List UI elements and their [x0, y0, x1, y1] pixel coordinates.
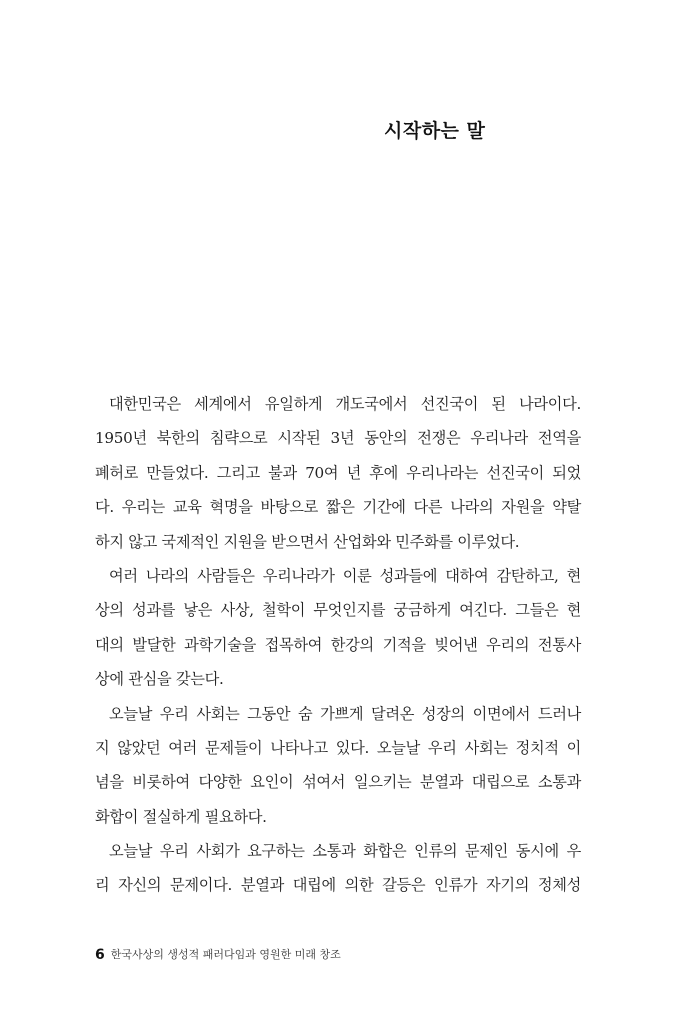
text-line: 폐허로 만들었다. 그리고 불과 70여 년 후에 우리나라는 선진국이 되었 [95, 463, 581, 482]
text-line: 오늘날 우리 사회가 요구하는 소통과 화합은 인류의 문제인 동시에 우 [109, 842, 581, 861]
text-line: 다. 우리는 교육 혁명을 바탕으로 짧은 기간에 다른 나라의 자원을 약탈 [95, 498, 581, 517]
text-line: 화합이 절실하게 필요하다. [95, 807, 267, 826]
text-line: 상에 관심을 갖는다. [95, 670, 224, 689]
text-line: 여러 나라의 사람들은 우리나라가 이룬 성과들에 대하여 감탄하고, 현 [109, 566, 581, 585]
text-line: 대한민국은 세계에서 유일하게 개도국에서 선진국이 된 나라이다. [109, 395, 581, 413]
text-line: 리 자신의 문제이다. 분열과 대립에 의한 갈등은 인류가 자기의 정체성 [95, 876, 581, 895]
text-line: 1950년 북한의 침략으로 시작된 3년 동안의 전쟁은 우리나라 전역을 [95, 429, 581, 448]
text-line: 지 않았던 여러 문제들이 나타나고 있다. 오늘날 우리 사회는 정치적 이 [95, 738, 581, 757]
text-line: 하지 않고 국제적인 지원을 받으면서 산업화와 민주화를 이루었다. [95, 532, 520, 551]
text-line: 념을 비롯하여 다양한 요인이 섞여서 일으키는 분열과 대립으로 소통과 [95, 773, 581, 792]
page-footer [95, 946, 341, 963]
text-line: 대의 발달한 과학기술을 접목하여 한강의 기적을 빚어낸 우리의 전통사 [95, 635, 581, 654]
running-title: 한국사상의 생성적 패러다임과 영원한 미래 창조 [110, 948, 341, 961]
text-line: 상의 성과를 낳은 사상, 철학이 무엇인지를 궁금하게 여긴다. 그들은 현 [95, 601, 581, 620]
body-text [95, 387, 581, 903]
text-line: 오늘날 우리 사회는 그동안 숨 가쁘게 달려온 성장의 이면에서 드러나 [109, 704, 581, 723]
chapter-title: 시작하는 말 [384, 120, 486, 142]
page-number: 6 [95, 947, 105, 963]
